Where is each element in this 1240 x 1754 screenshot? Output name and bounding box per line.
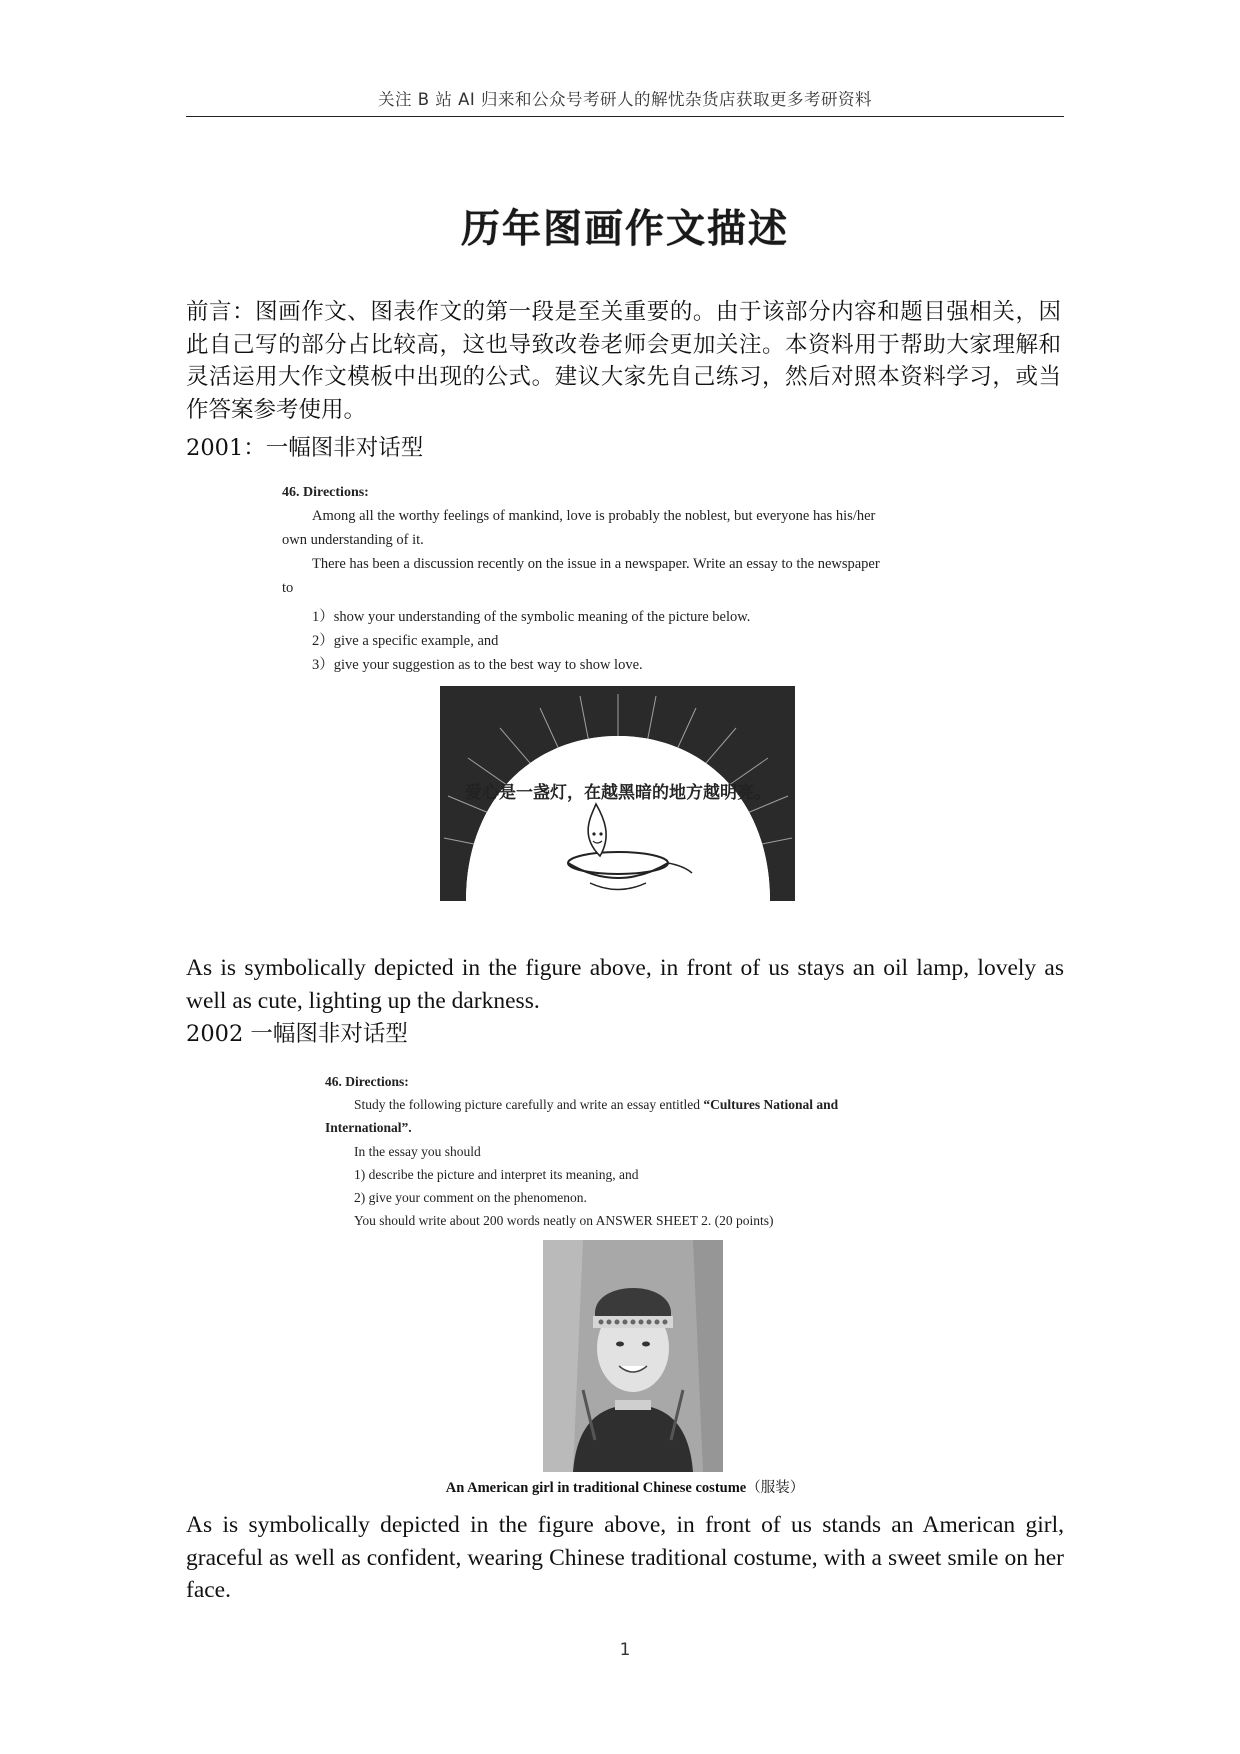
essay-title-text: International”. (325, 1120, 412, 1135)
directions-line: 2）give a specific example, and (312, 633, 499, 649)
section-label-2001: 2001：一幅图非对话型 (186, 435, 424, 461)
essay-sentence-2002: As is symbolically depicted in the figure above, in front of us stands an American girl, graceful as well as confident, wearing Chinese traditional costume, with a sweet smile on her face. (186, 1512, 1064, 1603)
directions-line: Among all the worthy feelings of mankind, love is probably the noblest, but everyone has his/her (312, 508, 876, 524)
directions-line: own understanding of it. (282, 532, 424, 548)
photo-caption-paren: （服装） (746, 1480, 805, 1496)
photo-caption-text: An American girl in traditional Chinese costume (445, 1480, 747, 1496)
page-number: 1 (619, 1640, 631, 1660)
directions-line: 1）show your understanding of the symbolic meaning of the picture below. (312, 609, 751, 625)
american-girl-photo (543, 1240, 723, 1472)
directions-line: In the essay you should (354, 1144, 481, 1159)
page-header: 关注 B 站 AI 归来和公众号考研人的解忧杂货店获取更多考研资料 (378, 90, 872, 109)
directions-line: There has been a discussion recently on the issue in a newspaper. Write an essay to the newspaper (312, 556, 880, 572)
photo-caption (186, 1476, 1064, 1497)
directions-line: 3）give your suggestion as to the best way to show love. (312, 657, 643, 673)
oil-lamp-figure (440, 686, 795, 901)
lamp-arc-text: 爱心是一盏灯，在越黑暗的地方越明亮。 (465, 783, 771, 803)
directions-line: to (282, 580, 294, 596)
directions-line: 2) give your comment on the phenomenon. (354, 1190, 587, 1205)
page-title: 历年图画作文描述 (460, 206, 789, 252)
directions-line: 1) describe the picture and interpret its meaning, and (354, 1167, 639, 1182)
essay-title-text: “Cultures National and (703, 1097, 839, 1112)
directions-line: You should write about 200 words neatly on ANSWER SHEET 2. (20 points) (354, 1213, 774, 1228)
section-label-2002: 2002 一幅图非对话型 (186, 1021, 408, 1047)
directions-line-text: Study the following picture carefully and write an essay entitled (354, 1097, 704, 1112)
directions-heading: 46. Directions: (325, 1074, 409, 1089)
intro-paragraph: 前言：图画作文、图表作文的第一段是至关重要的。由于该部分内容和题目强相关，因此自己写的部分占比较高，这也导致改卷老师会更加关注。本资料用于帮助大家理解和灵活运用大作文模板中出现的公式。建议大家先自己练习，然后对照本资料学习，或当作答案参考使用。 (186, 299, 1061, 423)
essay-sentence-2001: As is symbolically depicted in the figure above, in front of us stays an oil lamp, lovely as well as cute, lighting up the darkness. (186, 955, 1064, 1014)
header-rule (186, 116, 1064, 117)
directions-line (354, 1097, 838, 1113)
directions-heading: 46. Directions: (282, 485, 369, 500)
